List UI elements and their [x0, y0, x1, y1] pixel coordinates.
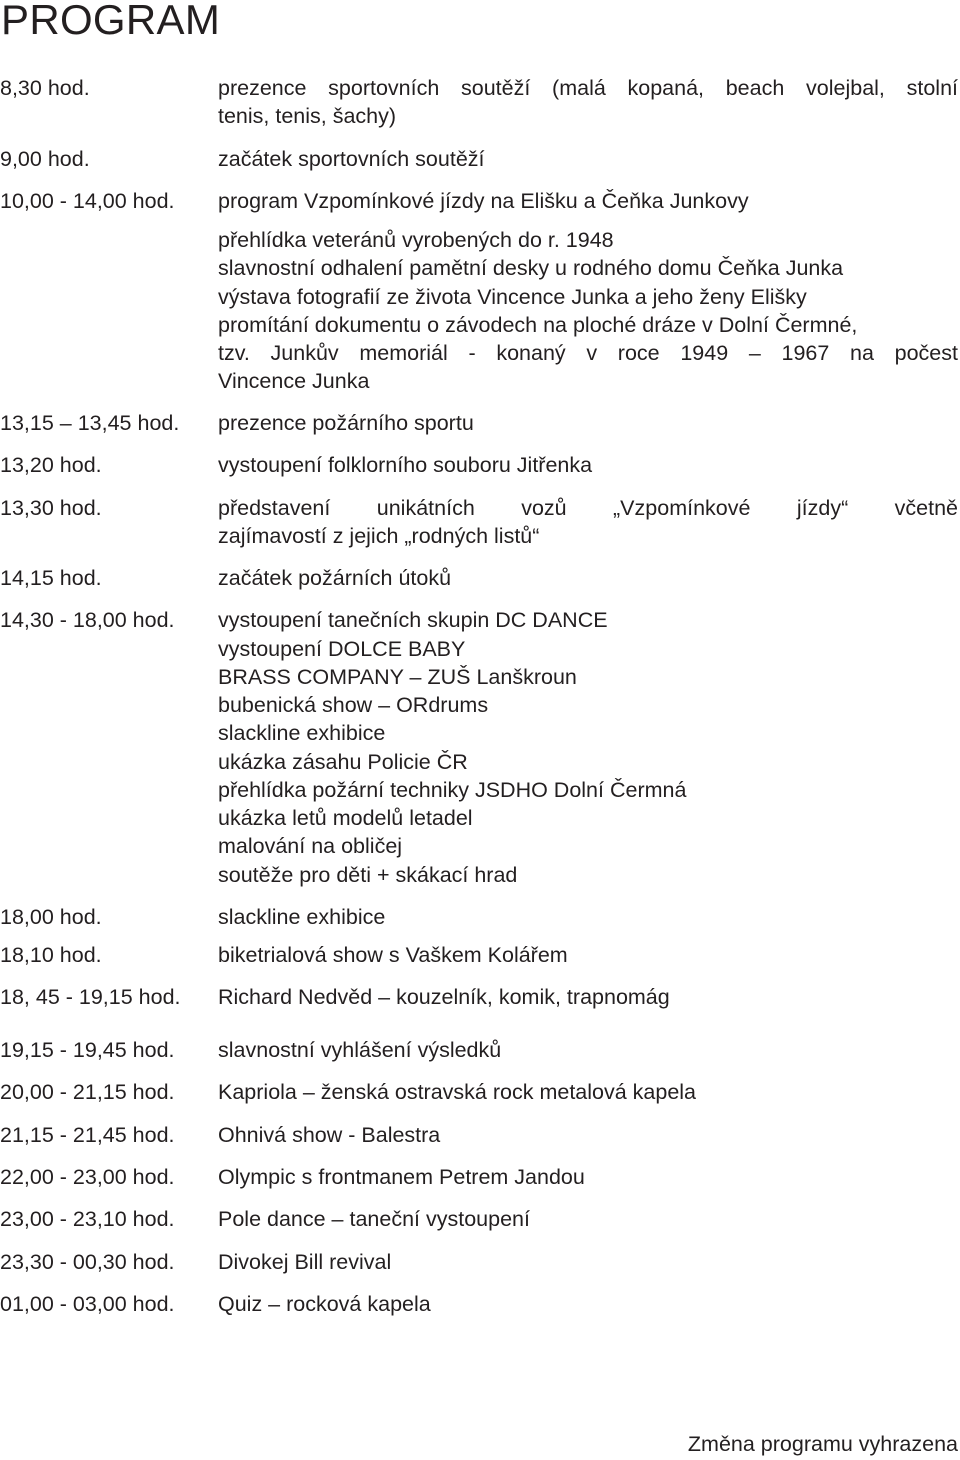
program-item-line: vystoupení DOLCE BABY: [218, 637, 466, 661]
time-label: 14,15 hod.: [0, 566, 102, 590]
program-item-line: Quiz – rocková kapela: [218, 1292, 431, 1316]
program-item-line: slavnostní vyhlášení výsledků: [218, 1038, 502, 1062]
program-item-line: BRASS COMPANY – ZUŠ Lanškroun: [218, 665, 577, 689]
program-item-line: představení unikátních vozů „Vzpomínkové jízdy“ včetně: [218, 496, 958, 520]
program-item-line: Vincence Junka: [218, 369, 370, 393]
time-label: 22,00 - 23,00 hod.: [0, 1165, 175, 1189]
program-item-line: začátek požárních útoků: [218, 566, 452, 590]
program-item-line: přehlídka požární techniky JSDHO Dolní Čermná: [218, 778, 687, 802]
program-item-line: promítání dokumentu o závodech na ploché dráze v Dolní Čermné,: [218, 313, 858, 337]
program-item-line: Divokej Bill revival: [218, 1250, 392, 1274]
program-item-line: ukázka letů modelů letadel: [218, 806, 473, 830]
time-label: 8,30 hod.: [0, 76, 90, 100]
time-label: 10,00 - 14,00 hod.: [0, 189, 175, 213]
program-item-line: zajímavostí z jejich „rodných listů“: [218, 524, 540, 548]
program-item-line: vystoupení folklorního souboru Jitřenka: [218, 453, 593, 477]
program-item-line: Olympic s frontmanem Petrem Jandou: [218, 1165, 585, 1189]
time-label: 13,20 hod.: [0, 453, 102, 477]
program-item-line: prezence sportovních soutěží (malá kopaná, beach volejbal, stolní: [218, 76, 958, 100]
time-label: 14,30 - 18,00 hod.: [0, 608, 175, 632]
program-item-line: slackline exhibice: [218, 721, 386, 745]
program-item-line: tenis, tenis, šachy): [218, 104, 397, 128]
time-label: 23,00 - 23,10 hod.: [0, 1207, 175, 1231]
program-item-line: program Vzpomínkové jízdy na Elišku a Čeňka Junkovy: [218, 189, 749, 213]
program-item-line: prezence požárního sportu: [218, 411, 474, 435]
program-item-line: Kapriola – ženská ostravská rock metalová kapela: [218, 1080, 697, 1104]
program-item-line: vystoupení tanečních skupin DC DANCE: [218, 608, 608, 632]
program-item-line: začátek sportovních soutěží: [218, 147, 485, 171]
time-label: 13,30 hod.: [0, 496, 102, 520]
footer-note: Změna programu vyhrazena: [687, 1432, 958, 1456]
program-item-line: bubenická show – ORdrums: [218, 693, 489, 717]
program-item-line: slackline exhibice: [218, 905, 386, 929]
program-item-line: výstava fotografií ze života Vincence Junka a jeho ženy Elišky: [218, 285, 807, 309]
time-label: 23,30 - 00,30 hod.: [0, 1250, 175, 1274]
program-item-line: slavnostní odhalení pamětní desky u rodného domu Čeňka Junka: [218, 256, 844, 280]
program-item-line: Pole dance – taneční vystoupení: [218, 1207, 530, 1231]
time-label: 13,15 – 13,45 hod.: [0, 411, 180, 435]
time-label: 20,00 - 21,15 hod.: [0, 1080, 175, 1104]
program-item-line: Ohnivá show - Balestra: [218, 1123, 441, 1147]
program-item-line: malování na obličej: [218, 834, 403, 858]
time-label: 18,00 hod.: [0, 905, 102, 929]
program-item-line: tzv. Junkův memoriál - konaný v roce 1949 – 1967 na počest: [218, 341, 958, 365]
time-label: 18, 45 - 19,15 hod.: [0, 985, 181, 1009]
program-item-line: Richard Nedvěd – kouzelník, komik, trapnomág: [218, 985, 670, 1009]
time-label: 21,15 - 21,45 hod.: [0, 1123, 175, 1147]
page-title: PROGRAM: [1, 0, 221, 43]
time-label: 19,15 - 19,45 hod.: [0, 1038, 175, 1062]
time-label: 9,00 hod.: [0, 147, 90, 171]
program-item-line: biketrialová show s Vaškem Kolářem: [218, 943, 568, 967]
time-label: 18,10 hod.: [0, 943, 102, 967]
program-item-line: ukázka zásahu Policie ČR: [218, 750, 468, 774]
program-item-line: soutěže pro děti + skákací hrad: [218, 863, 518, 887]
time-label: 01,00 - 03,00 hod.: [0, 1292, 175, 1316]
program-item-line: přehlídka veteránů vyrobených do r. 1948: [218, 228, 614, 252]
